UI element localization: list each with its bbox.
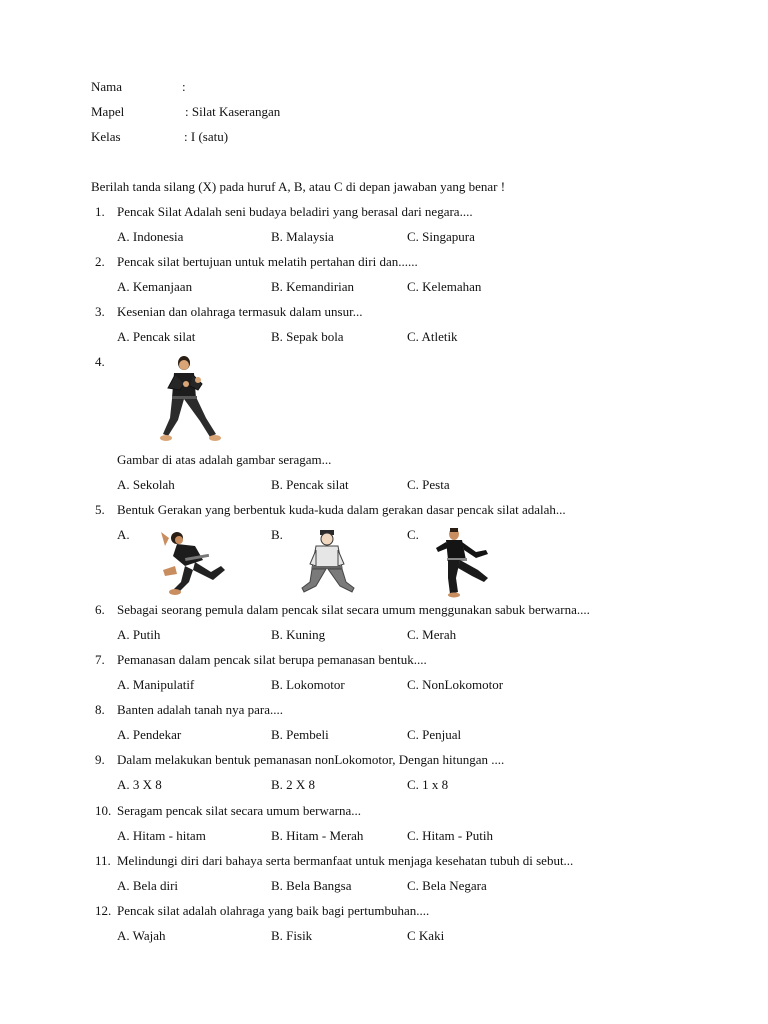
mapel-value: : Silat Kaserangan xyxy=(185,104,281,119)
option-c: C Kaki xyxy=(407,928,445,943)
question-number: 10. xyxy=(95,803,112,818)
option-a: A. Bela diri xyxy=(117,878,179,893)
question-number: 1. xyxy=(95,204,105,219)
question-text: Banten adalah tanah nya para.... xyxy=(117,702,284,717)
option-c: C. Hitam - Putih xyxy=(407,828,493,843)
question-number: 3. xyxy=(95,304,105,319)
option-a: A. Sekolah xyxy=(117,477,175,492)
question-number: 9. xyxy=(95,752,105,767)
option-c: C. xyxy=(407,527,419,542)
option-a: A. Putih xyxy=(117,627,161,642)
instruction-text: Berilah tanda silang (X) pada huruf A, B, atau C di depan jawaban yang benar ! xyxy=(91,179,506,194)
option-c: C. Bela Negara xyxy=(407,878,487,893)
question-text: Sebagai seorang pemula dalam pencak silat secara umum menggunakan sabuk berwarna.... xyxy=(117,602,590,617)
silat-horse-stance-figure xyxy=(298,528,358,598)
option-b: B. 2 X 8 xyxy=(271,777,316,792)
question-text: Pencak silat bertujuan untuk melatih pertahan diri dan...... xyxy=(117,254,418,269)
option-a: A. Hitam - hitam xyxy=(117,828,206,843)
option-c: C. Penjual xyxy=(407,727,462,742)
option-b: B. Kuning xyxy=(271,627,326,642)
question-number: 12. xyxy=(95,903,112,918)
nama-label: Nama xyxy=(91,79,123,94)
question-number: 11. xyxy=(95,853,111,868)
option-a: A. Kemanjaan xyxy=(117,279,193,294)
option-c: C. Pesta xyxy=(407,477,450,492)
option-c: C. 1 x 8 xyxy=(407,777,449,792)
question-text: Pencak silat adalah olahraga yang baik bagi pertumbuhan.... xyxy=(117,903,430,918)
question-text: Melindungi diri dari bahaya serta bermanfaat untuk menjaga kesehatan tubuh di sebut... xyxy=(117,853,574,868)
silat-kick-figure xyxy=(155,526,227,596)
nama-separator: : xyxy=(182,79,186,94)
question-text: Pemanasan dalam pencak silat berupa pemanasan bentuk.... xyxy=(117,652,427,667)
option-c: C. Atletik xyxy=(407,329,458,344)
question-text: Bentuk Gerakan yang berbentuk kuda-kuda dalam gerakan dasar pencak silat adalah... xyxy=(117,502,566,517)
question-text: Gambar di atas adalah gambar seragam... xyxy=(117,452,332,467)
silat-uniform-figure xyxy=(160,354,226,444)
question-text: Seragam pencak silat secara umum berwarna... xyxy=(117,803,362,818)
question-text: Pencak Silat Adalah seni budaya beladiri yang berasal dari negara.... xyxy=(117,204,473,219)
question-number: 5. xyxy=(95,502,105,517)
kelas-label: Kelas xyxy=(91,129,121,144)
option-a: A. Pendekar xyxy=(117,727,182,742)
silat-high-kick-figure xyxy=(432,526,496,598)
option-c: C. Singapura xyxy=(407,229,475,244)
question-number: 2. xyxy=(95,254,105,269)
option-b: B. Pembeli xyxy=(271,727,329,742)
question-text: Dalam melakukan bentuk pemanasan nonLokomotor, Dengan hitungan .... xyxy=(117,752,505,767)
question-number: 4. xyxy=(95,354,105,369)
mapel-label: Mapel xyxy=(91,104,125,119)
option-b: B. Malaysia xyxy=(271,229,334,244)
option-b: B. Lokomotor xyxy=(271,677,345,692)
option-b: B. Bela Bangsa xyxy=(271,878,352,893)
option-a: A. Wajah xyxy=(117,928,166,943)
option-b: B. Hitam - Merah xyxy=(271,828,364,843)
question-number: 7. xyxy=(95,652,105,667)
question-text: Kesenian dan olahraga termasuk dalam unsur... xyxy=(117,304,363,319)
option-a: A. xyxy=(117,527,130,542)
option-b: B. Kemandirian xyxy=(271,279,355,294)
option-a: A. Manipulatif xyxy=(117,677,195,692)
option-c: C. Kelemahan xyxy=(407,279,482,294)
question-number: 6. xyxy=(95,602,105,617)
option-a: A. 3 X 8 xyxy=(117,777,162,792)
option-b: B. Fisik xyxy=(271,928,313,943)
option-c: C. NonLokomotor xyxy=(407,677,504,692)
option-b: B. Sepak bola xyxy=(271,329,344,344)
option-a: A. Pencak silat xyxy=(117,329,196,344)
question-number: 8. xyxy=(95,702,105,717)
kelas-value: : I (satu) xyxy=(184,129,229,144)
option-a: A. Indonesia xyxy=(117,229,184,244)
option-b: B. xyxy=(271,527,283,542)
option-c: C. Merah xyxy=(407,627,457,642)
option-b: B. Pencak silat xyxy=(271,477,349,492)
